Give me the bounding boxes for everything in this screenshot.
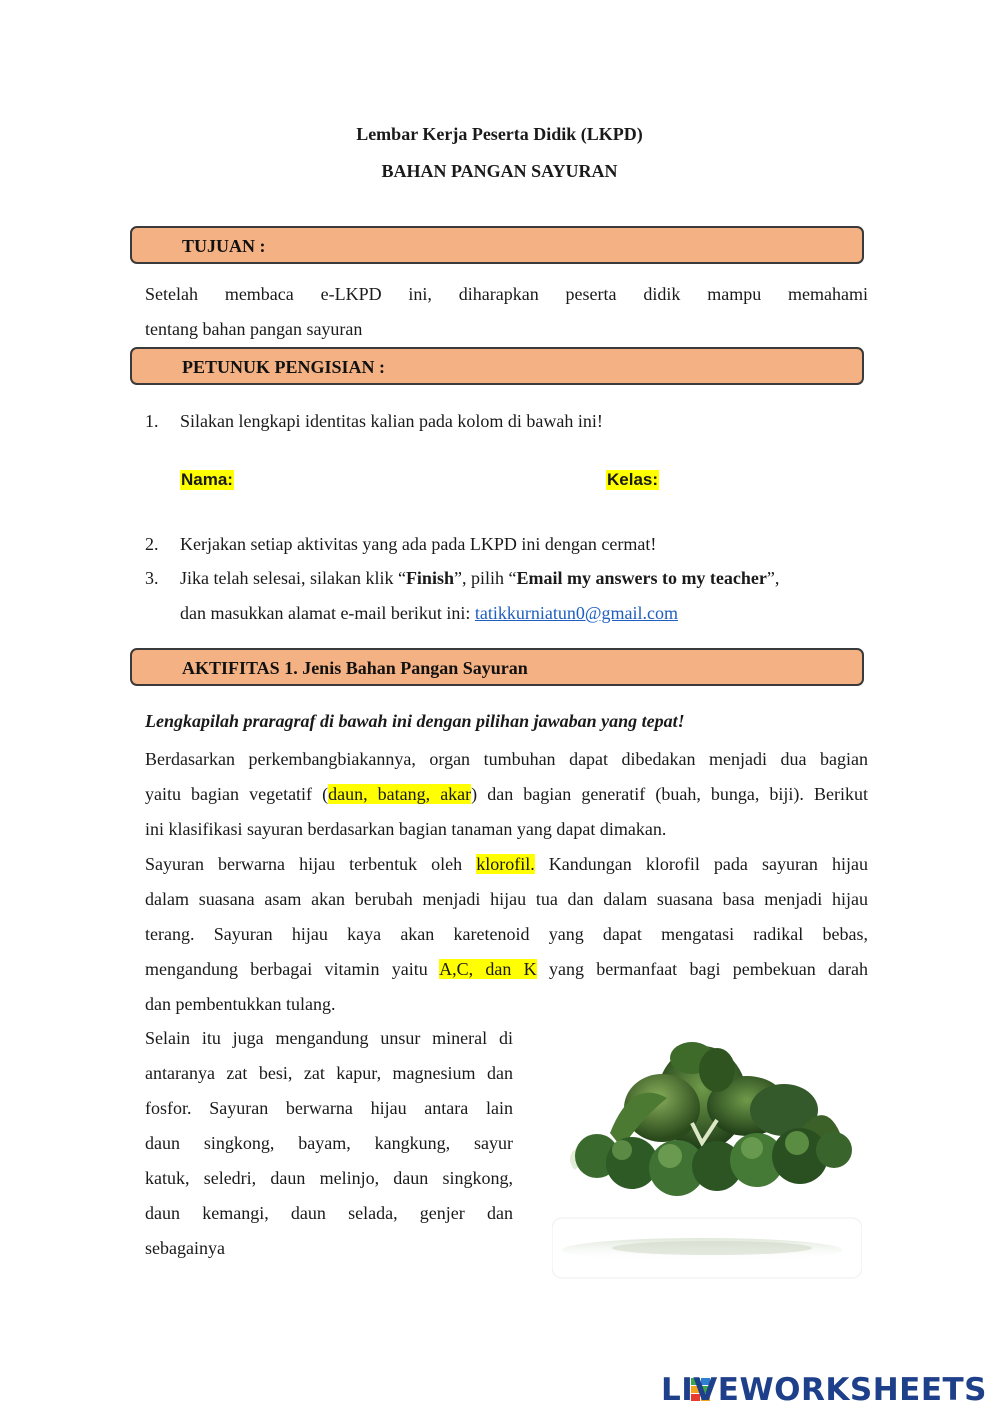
item-3-post: ”, [766, 568, 780, 588]
item-1-number: 1. [145, 411, 159, 431]
petunjuk-header [130, 347, 864, 385]
answer-vitamin[interactable]: A,C, dan K [439, 959, 537, 979]
item-3-pre: Jika telah selesai, silakan klik “ [180, 568, 406, 588]
tujuan-text [145, 277, 868, 347]
item-2-text: Kerjakan setiap aktivitas yang ada pada LKPD ini dengan cermat! [180, 534, 657, 554]
p3-line-5: katuk, seledri, daun melinjo, daun singkong, [145, 1168, 513, 1188]
aktifitas1-header [130, 648, 864, 686]
finish-text: Finish [405, 568, 454, 588]
aktifitas1-instruction: Lengkapilah praragraf di bawah ini dengan pilihan jawaban yang tepat! [145, 711, 685, 731]
liveworksheets-watermark: LIVEWORKSHEETS [661, 1372, 987, 1408]
p2-line-1 [145, 847, 868, 882]
paragraph-3 [145, 1021, 513, 1266]
item-3-number: 3. [145, 568, 159, 588]
petunjuk-label: PETUNUK PENGISIAN : [182, 357, 386, 377]
p1-line-2 [145, 777, 868, 812]
p3-line-7: sebagainya [145, 1238, 225, 1258]
item-3-text [180, 568, 779, 589]
aktifitas1-label: AKTIFITAS 1. Jenis Bahan Pangan Sayuran [182, 658, 528, 678]
tujuan-header [130, 226, 864, 264]
nama-label[interactable]: Nama: [181, 470, 233, 489]
email-option-text: Email my answers to my teacher [516, 568, 767, 588]
kelas-label[interactable]: Kelas: [607, 470, 659, 489]
p2-line-3: terang. Sayuran hijau kaya akan karetenoid yang dapat mengatasi radikal bebas, [145, 924, 868, 944]
p1-line-2-post: ) dan bagian generatif (buah, bunga, biji). Berikut [471, 784, 868, 804]
p2-line-5: dan pembentukkan tulang. [145, 994, 336, 1014]
p3-line-6: daun kemangi, daun selada, genjer dan [145, 1203, 513, 1223]
tujuan-line-2: tentang bahan pangan sayuran [145, 319, 363, 339]
p2-line-1-pre: Sayuran berwarna hijau terbentuk oleh [145, 854, 477, 874]
p1-line-3: ini klasifikasi sayuran berdasarkan bagian tanaman yang dapat dimakan. [145, 819, 667, 839]
answer-klorofil[interactable]: klorofil. [476, 854, 535, 874]
p3-line-1: Selain itu juga mengandung unsur mineral di [145, 1028, 513, 1048]
p3-line-3: fosfor. Sayuran berwarna hijau antara lain [145, 1098, 513, 1118]
paragraph-1 [145, 742, 868, 847]
item-1-text: Silakan lengkapi identitas kalian pada kolom di bawah ini! [180, 411, 603, 431]
green-vegetables-image [552, 1038, 862, 1283]
item-2-number: 2. [145, 534, 159, 554]
p2-line-4-post: yang bermanfaat bagi pembekuan darah [536, 959, 868, 979]
answer-vegetatif[interactable]: daun, batang, akar [328, 784, 472, 804]
tujuan-label: TUJUAN : [182, 236, 266, 256]
p2-line-4-pre: mengandung berbagai vitamin yaitu [145, 959, 440, 979]
p2-line-1-post: Kandungan klorofil pada sayuran hijau [534, 854, 868, 874]
item-3-line-2 [180, 603, 678, 624]
paragraph-2 [145, 847, 868, 1022]
p3-line-4: daun singkong, bayam, kangkung, sayur [145, 1133, 513, 1153]
p2-line-4 [145, 952, 868, 987]
teacher-email-link[interactable]: tatikkurniatun0@gmail.com [474, 603, 678, 623]
p3-line-2: antaranya zat besi, zat kapur, magnesium dan [145, 1063, 513, 1083]
tujuan-line-1: Setelah membaca e-LKPD ini, diharapkan peserta didik mampu memahami [145, 284, 868, 304]
p1-line-2-pre: yaitu bagian vegetatif ( [145, 784, 329, 804]
item-3-line2-pre: dan masukkan alamat e-mail berikut ini: [180, 603, 475, 623]
p1-line-1: Berdasarkan perkembangbiakannya, organ tumbuhan dapat dibedakan menjadi dua bagian [145, 749, 868, 769]
p2-line-2: dalam suasana asam akan berubah menjadi hijau tua dan dalam suasana basa menjadi hijau [145, 889, 868, 909]
document-subtitle: BAHAN PANGAN SAYURAN [381, 161, 618, 181]
item-3-mid: ”, pilih “ [453, 568, 517, 588]
document-title: Lembar Kerja Peserta Didik (LKPD) [356, 124, 643, 144]
